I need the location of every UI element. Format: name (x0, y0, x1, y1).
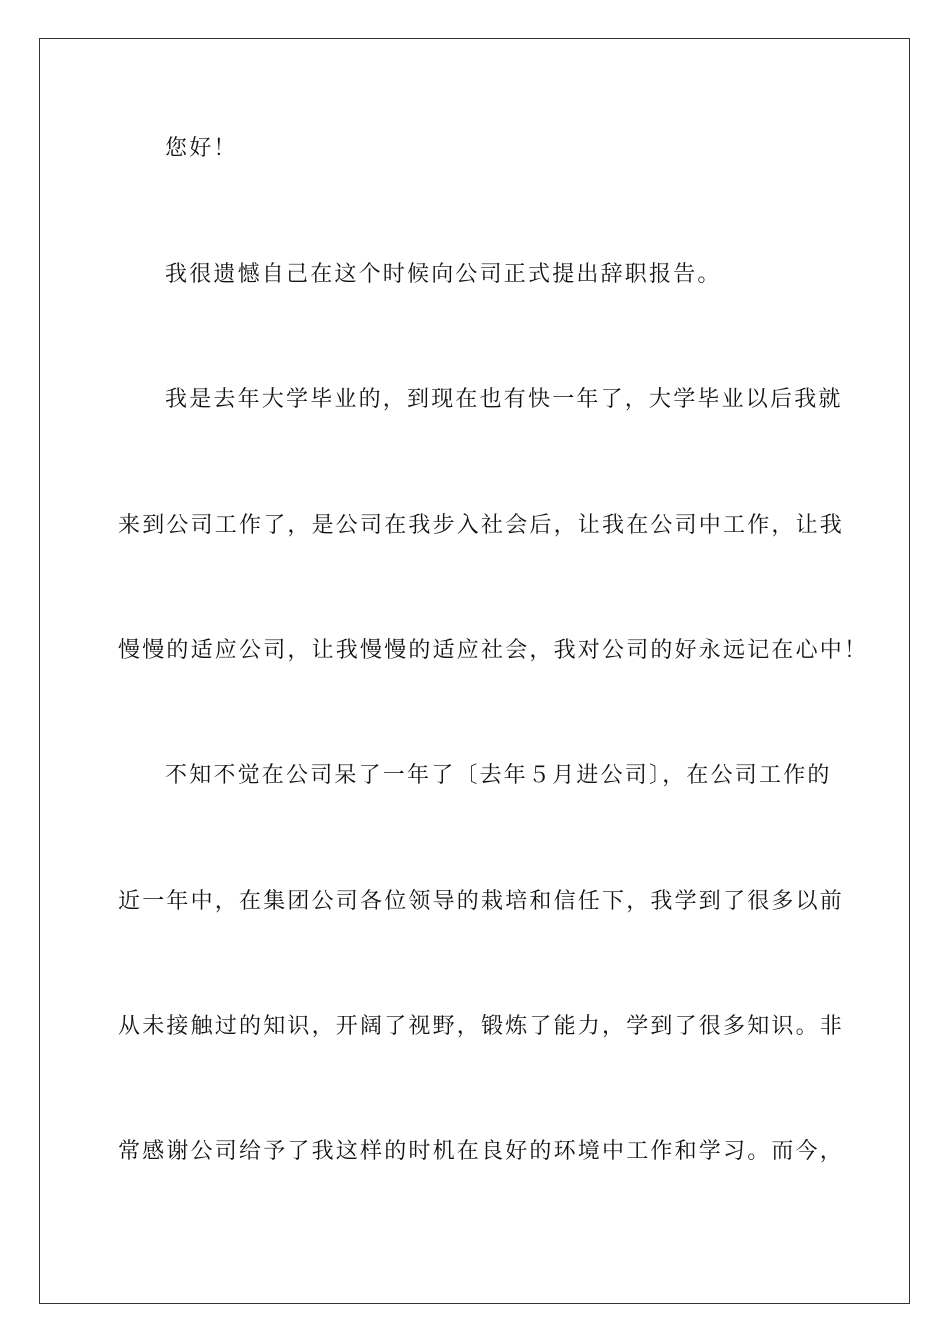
paragraph-2-line-1: 我是去年大学毕业的，到现在也有快一年了，大学毕业以后我就 (165, 387, 843, 412)
paragraph-3-line-2: 近一年中，在集团公司各位领导的栽培和信任下，我学到了很多以前 (118, 889, 845, 914)
paragraph-1-line-1: 我很遗憾自己在这个时候向公司正式提出辞职报告。 (165, 262, 722, 287)
greeting-line: 您好！ (165, 136, 238, 161)
paragraph-3-line-3: 从未接触过的知识，开阔了视野，锻炼了能力，学到了很多知识。非 (118, 1014, 845, 1039)
paragraph-2-line-3: 慢慢的适应公司，让我慢慢的适应社会，我对公司的好永远记在心中！ (118, 638, 869, 663)
page-frame (39, 38, 910, 1304)
paragraph-2-line-2: 来到公司工作了，是公司在我步入社会后，让我在公司中工作，让我 (118, 513, 845, 538)
paragraph-3-line-4: 常感谢公司给予了我这样的时机在良好的环境中工作和学习。而今， (118, 1139, 845, 1164)
paragraph-3-line-1: 不知不觉在公司呆了一年了〔去年５月进公司〕，在公司工作的 (165, 763, 832, 788)
